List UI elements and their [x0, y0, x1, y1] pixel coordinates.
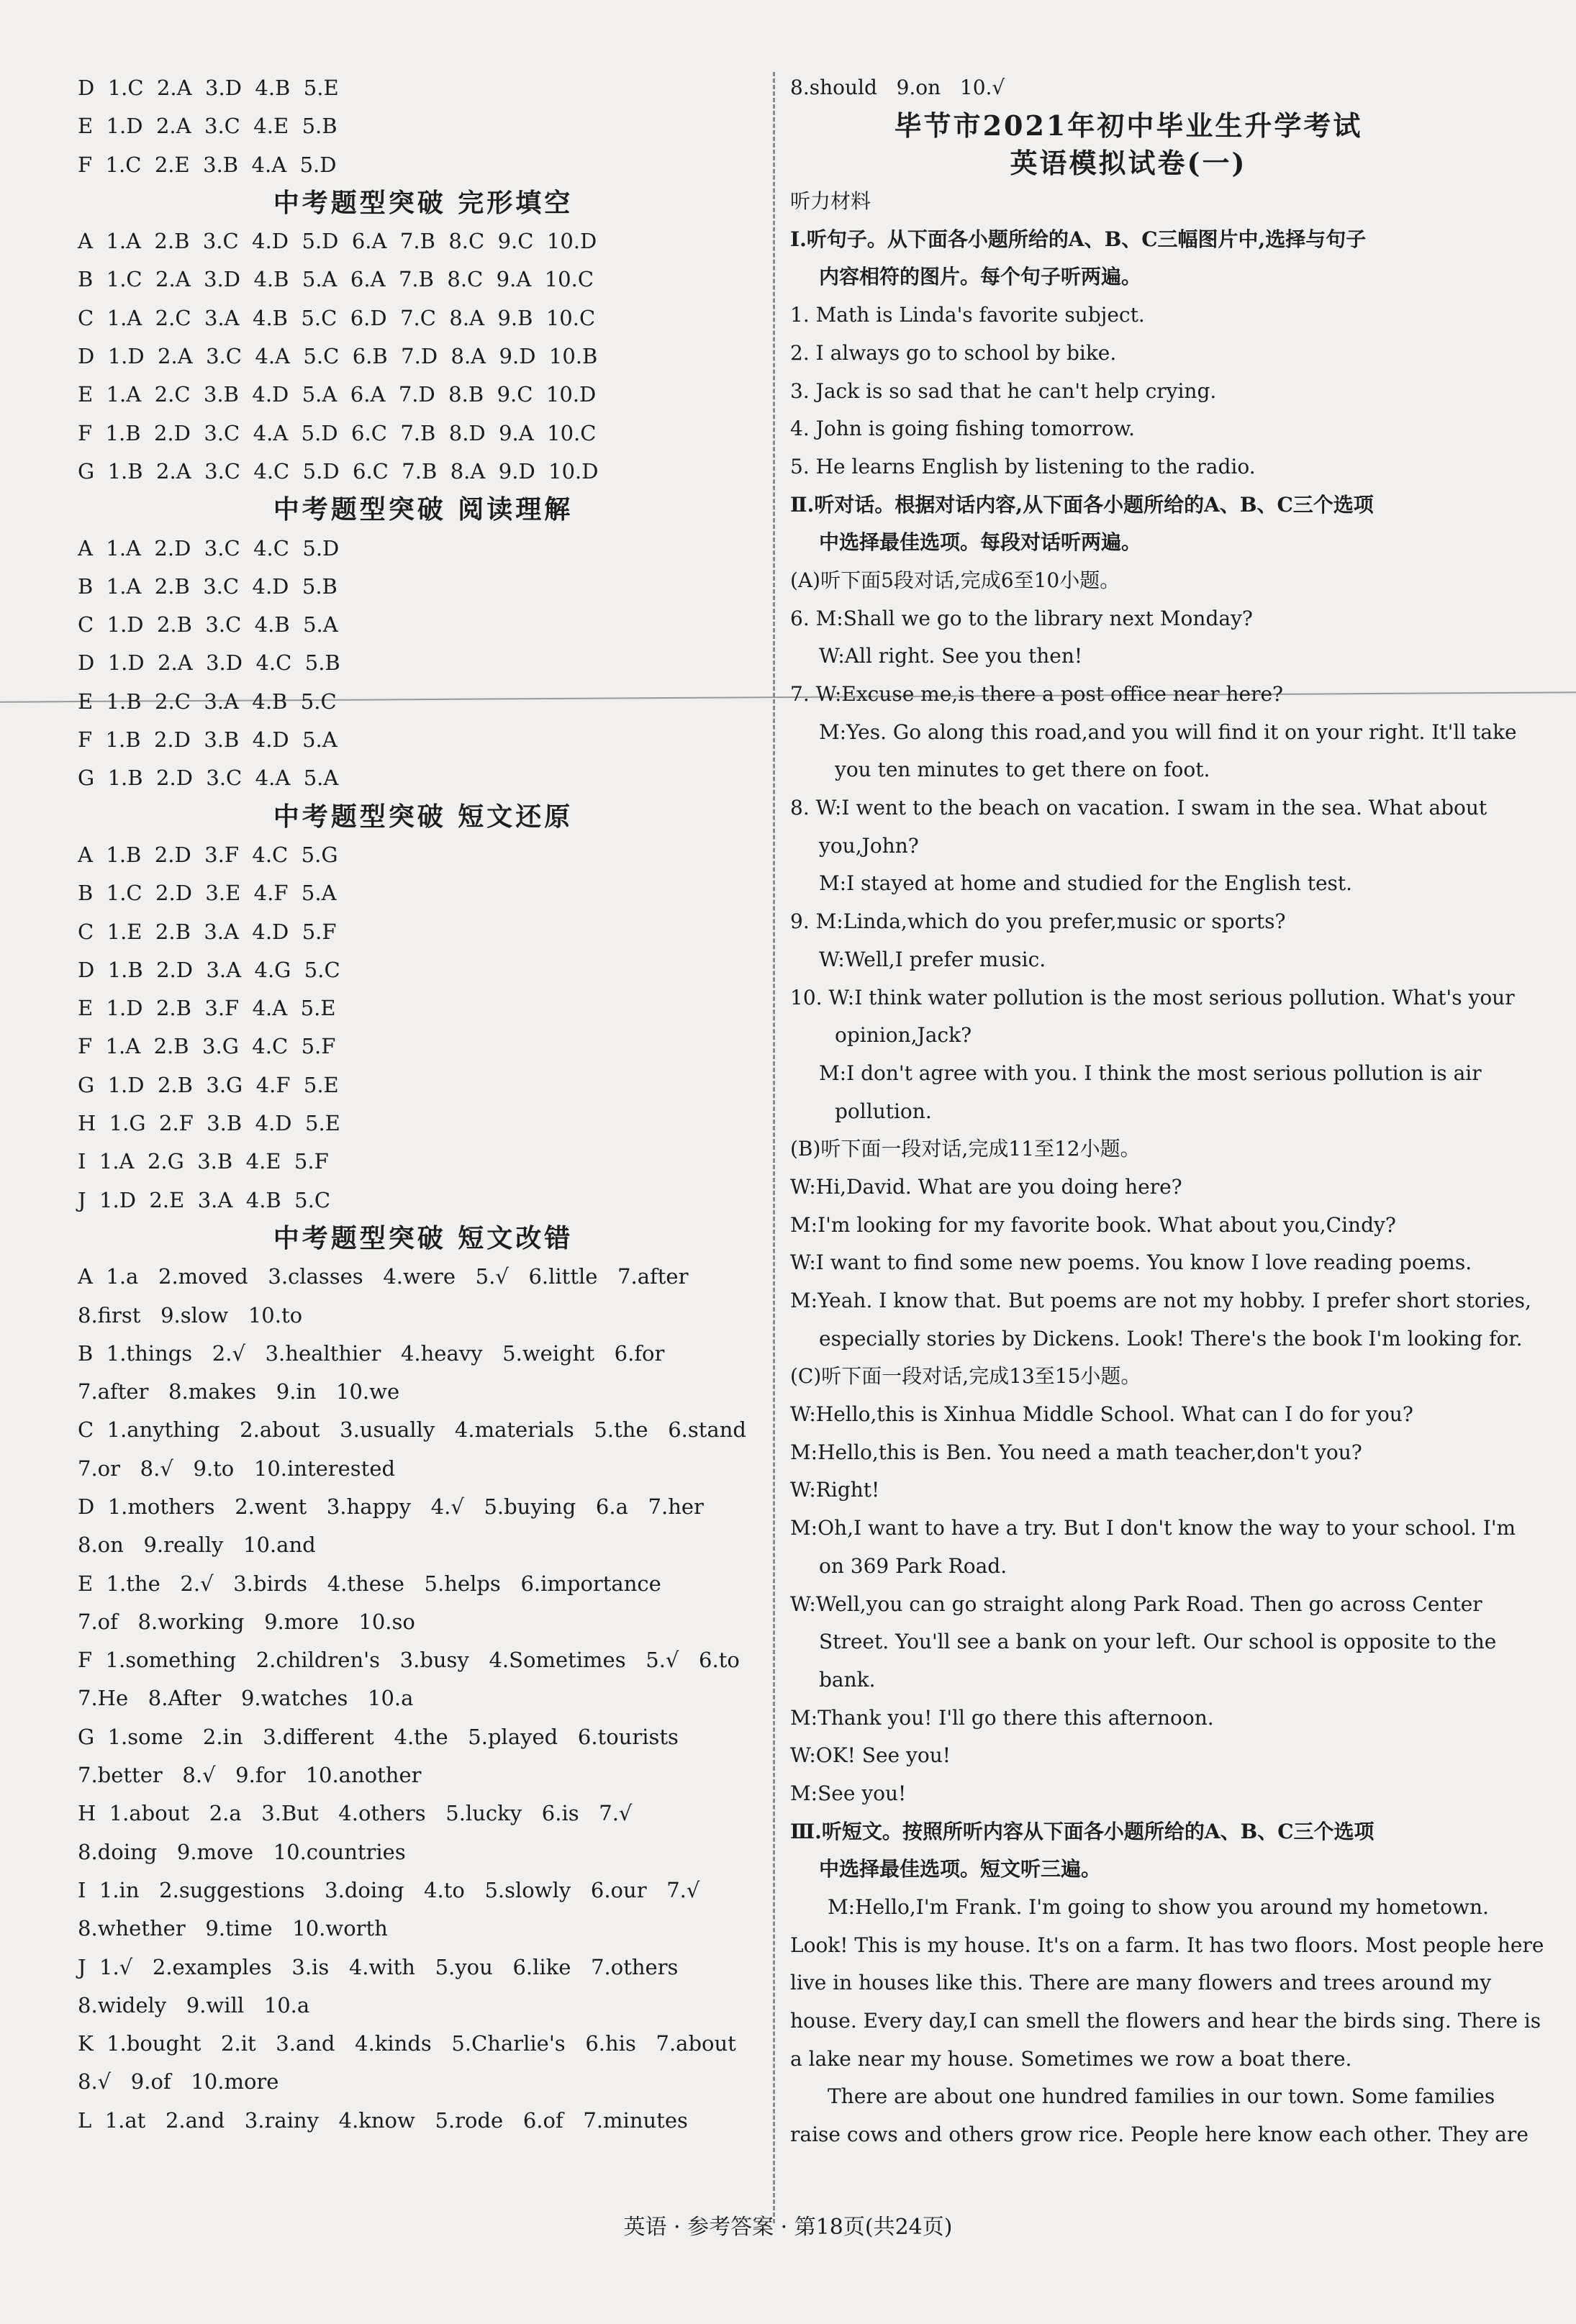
answer-row: H 1.G 2.F 3.B 4.D 5.E [78, 1111, 340, 1136]
section-heading: 中考题型突破 完形填空 [273, 187, 574, 218]
text-line: W:Hello,this is Xinhua Middle School. What can I do for you? [790, 1402, 1413, 1427]
part-heading: Ⅰ.听句子。从下面各小题所给的A、B、C三幅图片中,选择与句子 [790, 227, 1367, 251]
dialogue-line: M:I don't agree with you. I think the most serious pollution is air [819, 1061, 1482, 1085]
passage-line: M:Hello,I'm Frank. I'm going to show you around my hometown. [828, 1895, 1489, 1919]
answer-row: J 1.D 2.E 3.A 4.B 5.C [78, 1187, 331, 1212]
text-line: Look! This is my house. It's on a farm. It has two floors. Most people here [790, 1933, 1544, 1957]
answer-row: D 1.D 2.A 3.D 4.C 5.B [78, 650, 340, 676]
part-heading: Ⅱ.听对话。根据对话内容,从下面各小题所给的A、B、C三个选项 [790, 492, 1374, 517]
answer-row: C 1.E 2.B 3.A 4.D 5.F [78, 919, 337, 944]
section-heading: 中考题型突破 阅读理解 [273, 494, 574, 525]
text-line: 6. M:Shall we go to the library next Monday? [790, 606, 1253, 630]
dialogue-line: W:All right. See you then! [819, 644, 1083, 668]
text-line: (A)听下面5段对话,完成6至10小题。 [790, 568, 1120, 592]
part-heading: Ⅲ.听短文。按照所听内容从下面各小题所给的A、B、C三个选项 [790, 1819, 1375, 1843]
text-line: (C)听下面一段对话,完成13至15小题。 [790, 1364, 1141, 1389]
part-heading: 中选择最佳选项。短文听三遍。 [819, 1857, 1102, 1882]
answer-row: C 1.D 2.B 3.C 4.B 5.A [78, 612, 338, 637]
answer-row: D 1.mothers 2.went 3.happy 4.√ 5.buying 6.a 7.her [78, 1494, 704, 1519]
answer-row: E 1.the 2.√ 3.birds 4.these 5.helps 6.importance [78, 1571, 661, 1596]
text-line: live in houses like this. There are many flowers and trees around my [790, 1971, 1492, 1995]
dialogue-line: opinion,Jack? [835, 1023, 972, 1048]
dialogue-line: bank. [819, 1667, 876, 1692]
dialogue-line: you,John? [819, 833, 919, 858]
answer-row: 7.better 8.√ 9.for 10.another [78, 1763, 422, 1788]
text-line: a lake near my house. Sometimes we row a boat there. [790, 2046, 1352, 2071]
answer-row: F 1.A 2.B 3.G 4.C 5.F [78, 1034, 336, 1059]
text-line: 2. I always go to school by bike. [790, 340, 1117, 365]
answer-row: I 1.in 2.suggestions 3.doing 4.to 5.slowly 6.our 7.√ [78, 1877, 700, 1902]
text-line: 9. M:Linda,which do you prefer,music or sports? [790, 909, 1286, 934]
answer-row: B 1.C 2.A 3.D 4.B 5.A 6.A 7.B 8.C 9.A 10.C [78, 267, 594, 292]
text-line: 8.should 9.on 10.√ [790, 76, 1005, 99]
text-line: M:See you! [790, 1781, 907, 1805]
left-column [78, 69, 769, 2140]
answer-row: F 1.B 2.D 3.C 4.A 5.D 6.C 7.B 8.D 9.A 10.C [78, 420, 597, 445]
text-line: W:I want to find some new poems. You know I love reading poems. [790, 1250, 1472, 1275]
answer-row: A 1.a 2.moved 3.classes 4.were 5.√ 6.little 7.after [78, 1264, 689, 1289]
section-heading: 中考题型突破 短文改错 [273, 1222, 574, 1253]
dialogue-line: pollution. [835, 1099, 932, 1123]
answer-row: G 1.B 2.D 3.C 4.A 5.A [78, 766, 339, 791]
part-heading: 内容相符的图片。每个句子听两遍。 [819, 265, 1142, 289]
answer-row: 8.widely 9.will 10.a [78, 1992, 310, 2017]
text-line: M:Yeah. I know that. But poems are not my hobby. I prefer short stories, [790, 1289, 1531, 1312]
answer-row: E 1.D 2.A 3.C 4.E 5.B [78, 114, 338, 139]
answer-row: 8.first 9.slow 10.to [78, 1302, 303, 1327]
part-heading: 中选择最佳选项。每段对话听两遍。 [819, 530, 1142, 555]
answer-row: G 1.B 2.A 3.C 4.C 5.D 6.C 7.B 8.A 9.D 10.D [78, 458, 599, 484]
answer-row: D 1.C 2.A 3.D 4.B 5.E [78, 76, 339, 100]
dialogue-line: W:Well,I prefer music. [819, 947, 1046, 971]
exam-title: 英语模拟试卷(一) [1010, 147, 1247, 180]
text-line: 4. John is going fishing tomorrow. [790, 417, 1136, 441]
answer-row: 8.whether 9.time 10.worth [78, 1916, 388, 1941]
answer-row: 8.doing 9.move 10.countries [78, 1839, 406, 1864]
dialogue-line: M:I stayed at home and studied for the English test. [819, 871, 1353, 896]
text-line: W:Hi,David. What are you doing here? [790, 1174, 1182, 1199]
answer-row: L 1.at 2.and 3.rainy 4.know 5.rode 6.of 7.minutes [78, 2107, 688, 2133]
dialogue-line: Street. You'll see a bank on your left. Our school is opposite to the [819, 1630, 1497, 1654]
exam-title: 毕节市2021年初中毕业生升学考试 [894, 109, 1363, 142]
text-line: house. Every day,I can smell the flowers and hear the birds sing. There is [790, 2009, 1541, 2033]
answer-row: G 1.D 2.B 3.G 4.F 5.E [78, 1072, 339, 1097]
answer-row: A 1.B 2.D 3.F 4.C 5.G [78, 842, 338, 867]
answer-row: B 1.C 2.D 3.E 4.F 5.A [78, 881, 337, 906]
answer-row: 7.after 8.makes 9.in 10.we [78, 1379, 400, 1404]
answer-row: 8.√ 9.of 10.more [78, 2069, 279, 2094]
text-line: W:OK! See you! [790, 1743, 951, 1768]
text-line: 10. W:I think water pollution is the most serious pollution. What's your [790, 985, 1515, 1009]
right-column [790, 69, 1544, 2154]
answer-row: E 1.A 2.C 3.B 4.D 5.A 6.A 7.D 8.B 9.C 10.D [78, 382, 597, 407]
answer-row: F 1.something 2.children's 3.busy 4.Sometimes 5.√ 6.to [78, 1648, 740, 1673]
answer-row: 8.on 9.really 10.and [78, 1533, 316, 1558]
text-line: 听力材料 [790, 189, 871, 214]
text-line: M:Oh,I want to have a try. But I don't know the way to your school. I'm [790, 1516, 1516, 1540]
answer-row: I 1.A 2.G 3.B 4.E 5.F [78, 1149, 329, 1174]
answer-row: A 1.A 2.D 3.C 4.C 5.D [78, 535, 340, 560]
answer-row: E 1.B 2.C 3.A 4.B 5.C [78, 689, 337, 714]
text-line: (B)听下面一段对话,完成11至12小题。 [790, 1137, 1141, 1161]
text-line: M:Hello,this is Ben. You need a math teacher,don't you? [790, 1440, 1362, 1464]
answer-row: 7.He 8.After 9.watches 10.a [78, 1686, 414, 1711]
text-line: M:I'm looking for my favorite book. What about you,Cindy? [790, 1212, 1396, 1237]
text-line: 1. Math is Linda's favorite subject. [790, 303, 1145, 327]
text-line: 7. W:Excuse me,is there a post office near here? [790, 682, 1284, 706]
dialogue-line: M:Yes. Go along this road,and you will find it on your right. It'll take [819, 720, 1517, 744]
answer-row: F 1.B 2.D 3.B 4.D 5.A [78, 727, 338, 753]
passage-line: There are about one hundred families in our town. Some families [828, 2084, 1495, 2109]
text-line: 5. He learns English by listening to the radio. [790, 454, 1256, 478]
answer-row: B 1.A 2.B 3.C 4.D 5.B [78, 573, 338, 599]
page-footer: 英语 · 参考答案 · 第18页(共24页) [623, 2215, 953, 2240]
answer-row: 7.of 8.working 9.more 10.so [78, 1609, 415, 1634]
answer-row: K 1.bought 2.it 3.and 4.kinds 5.Charlie's 6.his 7.about [78, 2031, 736, 2056]
answer-row: H 1.about 2.a 3.But 4.others 5.lucky 6.is 7.√ [78, 1801, 633, 1826]
dialogue-line: especially stories by Dickens. Look! There's the book I'm looking for. [819, 1326, 1523, 1351]
text-line: raise cows and others grow rice. People here know each other. They are [790, 2123, 1529, 2147]
answer-row: C 1.anything 2.about 3.usually 4.materials 5.the 6.stand [78, 1417, 746, 1443]
dialogue-line: on 369 Park Road. [819, 1553, 1007, 1578]
answer-row: 7.or 8.√ 9.to 10.interested [78, 1456, 396, 1481]
answer-row: A 1.A 2.B 3.C 4.D 5.D 6.A 7.B 8.C 9.C 10.D [78, 229, 597, 254]
text-line: 3. Jack is so sad that he can't help crying. [790, 378, 1217, 403]
text-line: 8. W:I went to the beach on vacation. I swam in the sea. What about [790, 796, 1487, 820]
column-divider [773, 72, 775, 2223]
answer-row: G 1.some 2.in 3.different 4.the 5.played 6.tourists [78, 1724, 679, 1749]
text-line: M:Thank you! I'll go there this afternoon. [790, 1705, 1214, 1730]
dialogue-line: you ten minutes to get there on foot. [835, 758, 1210, 782]
text-line: W:Right! [790, 1478, 880, 1502]
text-line: W:Well,you can go straight along Park Road. Then go across Center [790, 1592, 1482, 1616]
answer-row: F 1.C 2.E 3.B 4.A 5.D [78, 152, 337, 177]
answer-row: E 1.D 2.B 3.F 4.A 5.E [78, 996, 336, 1021]
answer-row: D 1.B 2.D 3.A 4.G 5.C [78, 957, 340, 982]
section-heading: 中考题型突破 短文还原 [273, 801, 574, 832]
answer-row: C 1.A 2.C 3.A 4.B 5.C 6.D 7.C 8.A 9.B 10.C [78, 305, 596, 330]
answer-row: J 1.√ 2.examples 3.is 4.with 5.you 6.like 7.others [78, 1954, 679, 1979]
answer-row: B 1.things 2.√ 3.healthier 4.heavy 5.weight 6.for [78, 1340, 665, 1366]
answer-row: D 1.D 2.A 3.C 4.A 5.C 6.B 7.D 8.A 9.D 10.B [78, 344, 598, 369]
